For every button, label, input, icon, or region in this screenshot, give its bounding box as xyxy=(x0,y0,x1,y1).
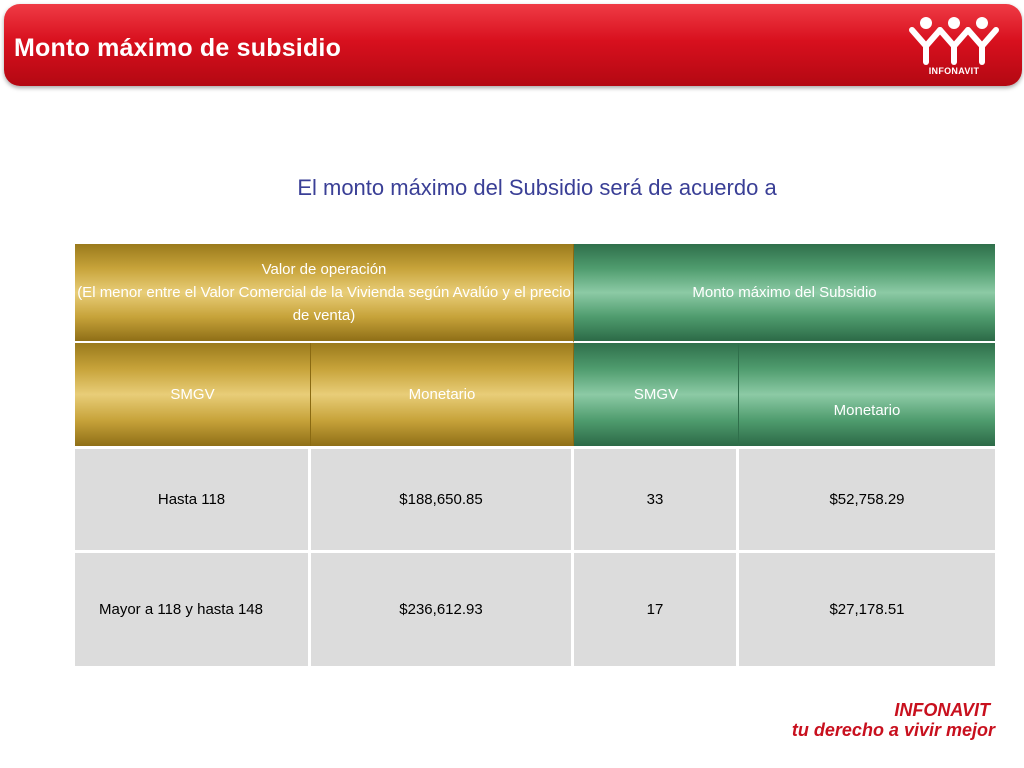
slide-subtitle: El monto máximo del Subsidio será de acuerdo a xyxy=(297,175,777,200)
subheader-smgv-valor: SMGV xyxy=(75,343,311,446)
subheader-smgv-subsidio: SMGV xyxy=(574,343,739,446)
table-cell: $236,612.93 xyxy=(311,550,574,666)
table-cell: 17 xyxy=(574,550,739,666)
footer-tagline: tu derecho a vivir mejor xyxy=(791,720,995,740)
footer-brand: INFONAVIT xyxy=(894,700,990,720)
table-cell: $27,178.51 xyxy=(739,550,995,666)
table-cell: Hasta 118 xyxy=(75,446,311,550)
infonavit-logo-icon xyxy=(906,16,1002,66)
header-bar xyxy=(4,4,1022,86)
table-cell: Mayor a 118 y hasta 148 xyxy=(75,550,311,666)
table-cell: $52,758.29 xyxy=(739,446,995,550)
header-valor-note: (El menor entre el Valor Comercial de la Vivienda según Avalúo y el precio de venta) xyxy=(77,283,571,325)
subheader-monetario-subsidio: Monetario xyxy=(739,343,995,446)
header-valor-operacion xyxy=(75,244,574,343)
page-title: Monto máximo de subsidio xyxy=(14,34,342,62)
subheader-monetario-valor: Monetario xyxy=(311,343,574,446)
header-monto-subsidio: Monto máximo del Subsidio xyxy=(574,244,995,343)
infonavit-logo xyxy=(906,16,1002,82)
subsidy-table xyxy=(75,244,995,666)
logo-text: INFONAVIT xyxy=(928,66,980,76)
table-cell: 33 xyxy=(574,446,739,550)
header-valor-title: Valor de operación xyxy=(261,260,387,278)
table-cell: $188,650.85 xyxy=(311,446,574,550)
